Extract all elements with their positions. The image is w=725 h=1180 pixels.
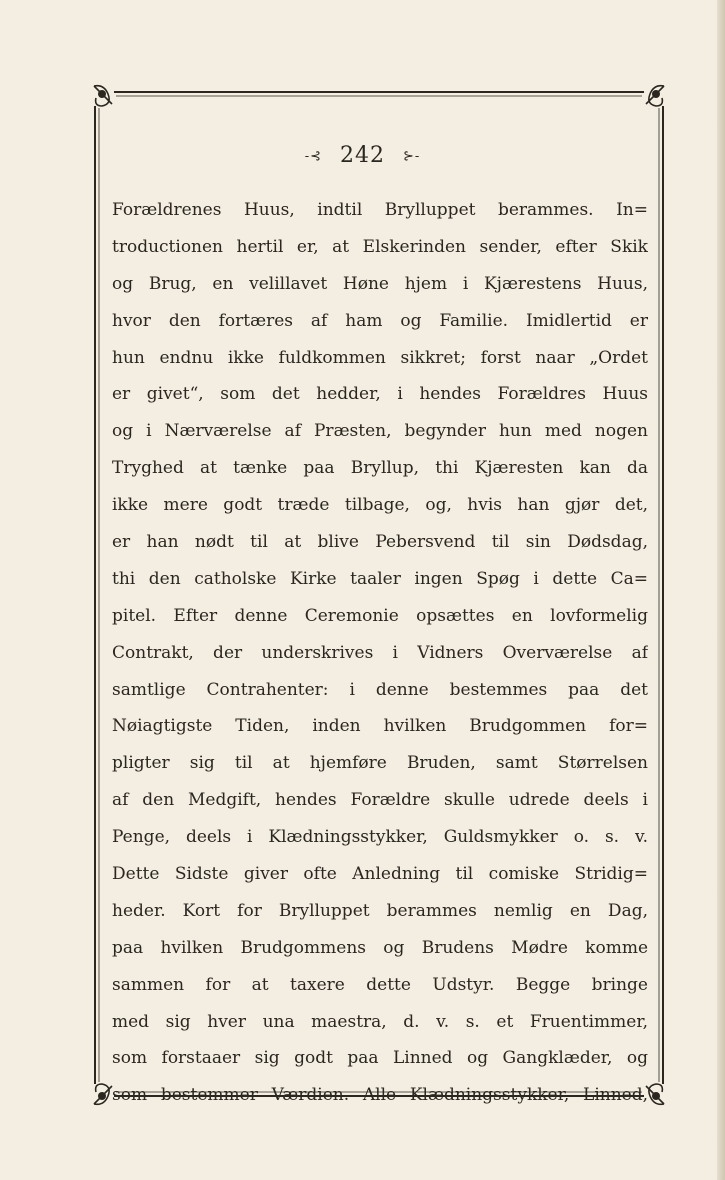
left-ornament-icon: -⊰ [304, 148, 322, 164]
text-line: heder. Kort for Brylluppet berammes nemlig en Dag, [112, 900, 648, 921]
text-line: af den Medgift, hendes Forældre skulle udrede deels i [112, 790, 648, 811]
text-line: hvor den fortæres af ham og Familie. Imidlertid er [112, 310, 648, 331]
text-line: thi den catholske Kirke taaler ingen Spøg i dette Ca= [112, 568, 648, 589]
text-line: Contrakt, der underskrives i Vidners Overværelse af [112, 642, 648, 663]
text-line: pitel. Efter denne Ceremonie opsættes en lovformelig [112, 605, 648, 626]
text-line: som bestemmer Værdien. Alle Klædningsstykker, Linned, [112, 1085, 648, 1106]
text-line: ikke mere godt træde tilbage, og, hvis han gjør det, [112, 495, 648, 516]
page-edge [717, 0, 725, 1180]
text-line: og i Nærværelse af Præsten, begynder hun med nogen [112, 421, 648, 442]
body-text [112, 192, 648, 1114]
right-ornament-icon: ⊱- [403, 148, 421, 164]
page-number [0, 143, 725, 168]
text-line: og Brug, en velillavet Høne hjem i Kjærestens Huus, [112, 273, 648, 294]
text-line: pligter sig til at hjemføre Bruden, samt Størrelsen [112, 753, 648, 774]
text-line: Penge, deels i Klædningsstykker, Guldsmykker o. s. v. [112, 827, 648, 848]
text-line: sammen for at taxere dette Udstyr. Begge bringe [112, 974, 648, 995]
text-line: paa hvilken Brudgommens og Brudens Mødre komme [112, 937, 648, 958]
text-line: Tryghed at tænke paa Bryllup, thi Kjæresten kan da [112, 458, 648, 479]
text-line: Nøiagtigste Tiden, inden hvilken Brudgommen for= [112, 716, 648, 737]
text-line: er han nødt til at blive Pebersvend til sin Dødsdag, [112, 532, 648, 553]
text-line: som forstaaer sig godt paa Linned og Gangklæder, og [112, 1048, 648, 1069]
text-line: samtlige Contrahenter: i denne bestemmes paa det [112, 679, 648, 700]
text-line: troductionen hertil er, at Elskerinden sender, efter Skik [112, 236, 648, 257]
text-line: med sig hver una maestra, d. v. s. et Fruentimmer, [112, 1011, 648, 1032]
text-line: Dette Sidste giver ofte Anledning til comiske Stridig= [112, 864, 648, 885]
text-line: er givet“, som det hedder, i hendes Forældres Huus [112, 384, 648, 405]
page-number-value: 242 [340, 143, 385, 168]
text-line: hun endnu ikke fuldkommen sikkret; forst naar „Ordet [112, 347, 648, 368]
text-line: Forældrenes Huus, indtil Brylluppet berammes. In= [112, 200, 648, 220]
